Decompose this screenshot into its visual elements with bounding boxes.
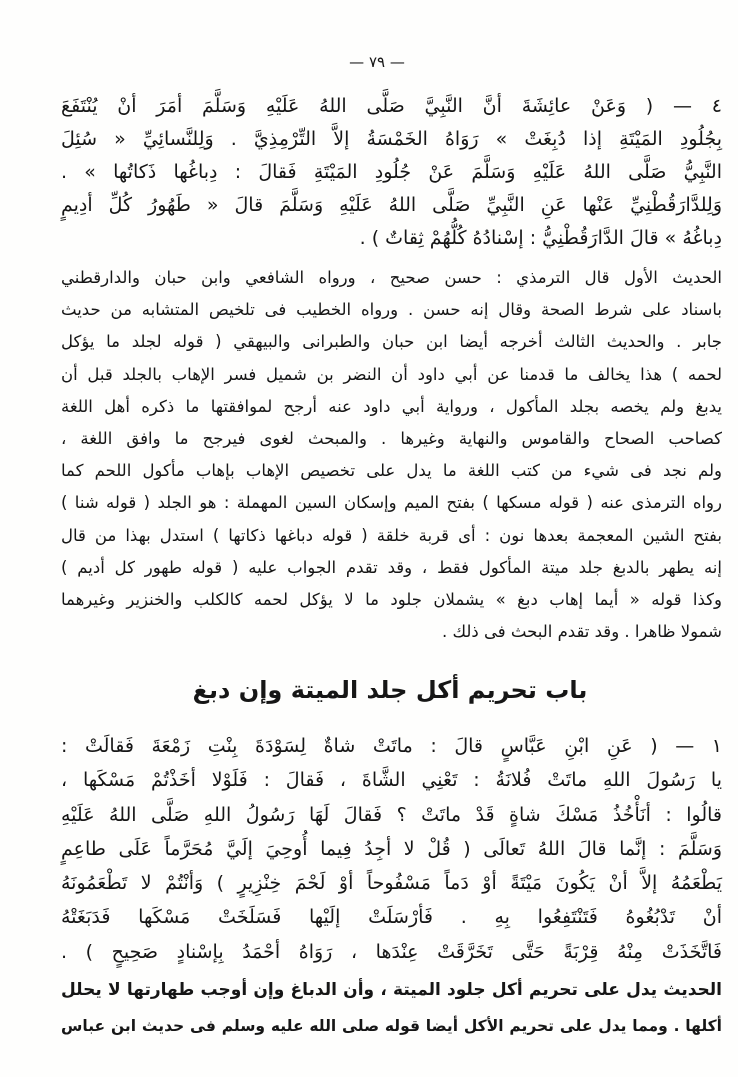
text-line: الحديث الأول قال الترمذي : حسن صحيح ، ورواه الشافعي وابن حبان والدارقطني [61, 268, 722, 287]
text-line: وَسَلَّمَ : إنَّما قالَ اللهُ تَعالَى ( قُلْ لا أجِدُ فِيما أُوحِيَ إلَيَّ مُحَرَّماً عَلَى طاعِمٍ [61, 837, 722, 860]
text-line: إنه يطهر بالدبغ جلد ميتة المأكول فقط ، وقد تقدم الجواب عليه ( قوله طهور كل أديم ) [61, 557, 722, 577]
text-line: دِباغُهُ » قالَ الدَّارَقُطْنِيُّ : إسْنادُهُ كُلُّهُمْ ثِقاتٌ ) . [359, 227, 722, 249]
text-line: ١ — ( عَنِ ابْنِ عَبَّاسٍ قالَ : ماتَتْ شاةٌ لِسَوْدَةَ بِنْتِ زَمْعَةَ فَقالَتْ : [61, 735, 722, 757]
text-line: يَطْعَمُهُ إلاَّ أنْ يَكُونَ مَيْتَةً أوْ دَماً مَسْفُوحاً أوْ لَحْمَ خِنْزِيرٍ ) وَأنْتُمْ لا تَطْعَمُونَهُ [61, 872, 722, 895]
commentary-paragraph [58, 972, 722, 1044]
text-line: كصاحب الصحاح والقاموس والنهاية وغيرها . والمبحث لغوى فيرجح ما وافق اللغة ، [61, 429, 722, 449]
text-line: ولم نجد فى شيء من كتب اللغة ما يدل على تخصيص الإهاب بإهاب مأكول اللحم كما [61, 461, 722, 481]
text-line: أنْ تَدْبُغُوهُ فَتَنْتَفِعُوا بِهِ . فَأرْسَلَتْ إلَيْها فَسَلَخَتْ مَسْكَها فَدَبَغَتْهُ [61, 906, 722, 929]
text-line: لحمه ) هذا يخالف ما قدمنا عن أبي داود أن النضر بن شميل فسر الإهاب بالجلد قبل أن [61, 364, 722, 384]
hadith-paragraph [58, 729, 722, 969]
text-line: قالُوا : أنَأْخُذُ مَسْكَ شاةٍ قَدْ ماتَتْ ؟ فَقالَ لَهَا رَسُولُ اللهِ صَلَّى اللهُ عَلَيْهِ [61, 803, 722, 826]
text-line: وَلِلدَّارَقُطْنِيِّ عَنْها عَنِ النَّبِيِّ صَلَّى اللهُ عَلَيْهِ وَسَلَّمَ قالَ « طَهُورُ كُلِّ أدِيمٍ [61, 194, 722, 216]
chapter-heading: باب تحريم أكل جلد الميتة وإن دبغ [192, 676, 588, 704]
text-line: يدبغ ولم يخصه بجلد المأكول ، ورواية أبي داود عنه أرجح لموافقتها ما ذكره أهل اللغة [61, 396, 722, 416]
text-line: شمولا ظاهرا . وقد تقدم البحث فى ذلك . [442, 622, 722, 642]
text-line: فَاتَّخَذَتْ مِنْهُ قِرْبَةً حَتَّى تَخَرَّقَتْ عِنْدَها ، رَوَاهُ أحْمَدُ بِإسْنادٍ صَحِيحٍ ) . [61, 940, 722, 963]
page-number: — ٧٩ — [349, 53, 405, 71]
text-line: يا رَسُولَ اللهِ ماتَتْ فُلانَةُ : تَعْنِي الشَّاةَ ، فَقالَ : فَلَوْلا أخَذْتُمْ مَسْكَها ، [61, 769, 722, 792]
text-line: الحديث يدل على تحريم أكل جلود الميتة ، وأن الدباغ وإن أوجب طهارتها لا يحلل [61, 980, 722, 1000]
text-line: ٤ — ( وَعَنْ عائِشَةَ أنَّ النَّبِيَّ صَلَّى اللهُ عَلَيْهِ وَسَلَّمَ أمَرَ أنْ يُنْتَفَعَ [61, 95, 722, 117]
text-line: بفتح الشين المعجمة بعدها نون : أى قربة خلقة ( قوله دباغها ذكاتها ) استدل بهذا من قال [61, 525, 722, 545]
text-line: أكلها . ومما يدل على تحريم الأكل أيضا قوله صلى الله عليه وسلم فى حديث ابن عباس [61, 1017, 722, 1035]
hadith-paragraph [58, 90, 722, 255]
text-line: باسناد على شرط الصحة وقال إنه حسن . ورواه الخطيب فى تلخيص المتشابه من حديث [61, 300, 722, 320]
text-line: النَّبِيُّ صَلَّى اللهُ عَلَيْهِ وَسَلَّمَ عَنْ جُلُودِ المَيْتَةِ فَقالَ : دِباغُها ذَكاتُها » . [61, 161, 722, 183]
text-line: رواه الترمذى عنه ( قوله مسكها ) بفتح الميم وإسكان السين المهملة : هو الجلد ( قوله شنا ) [61, 493, 722, 513]
text-line: بِجُلُودِ المَيْتَةِ إذا دُبِغَتْ » رَوَاهُ الخَمْسَةُ إلاَّ التِّرْمِذِيَّ . وَلِلنَّسائِيِّ « سُئِلَ [61, 128, 722, 150]
text-line: جابر . والحديث الثالث أخرجه أيضا ابن حبان والطبرانى والبيهقي ( قوله لجلد ما يؤكل [61, 332, 722, 352]
commentary-paragraph [58, 262, 722, 648]
text-line: وكذا قوله « أيما إهاب دبغ » يشملان جلود ما لا يؤكل لحمه كالكلب والخنزير وغيرهما [61, 590, 722, 610]
